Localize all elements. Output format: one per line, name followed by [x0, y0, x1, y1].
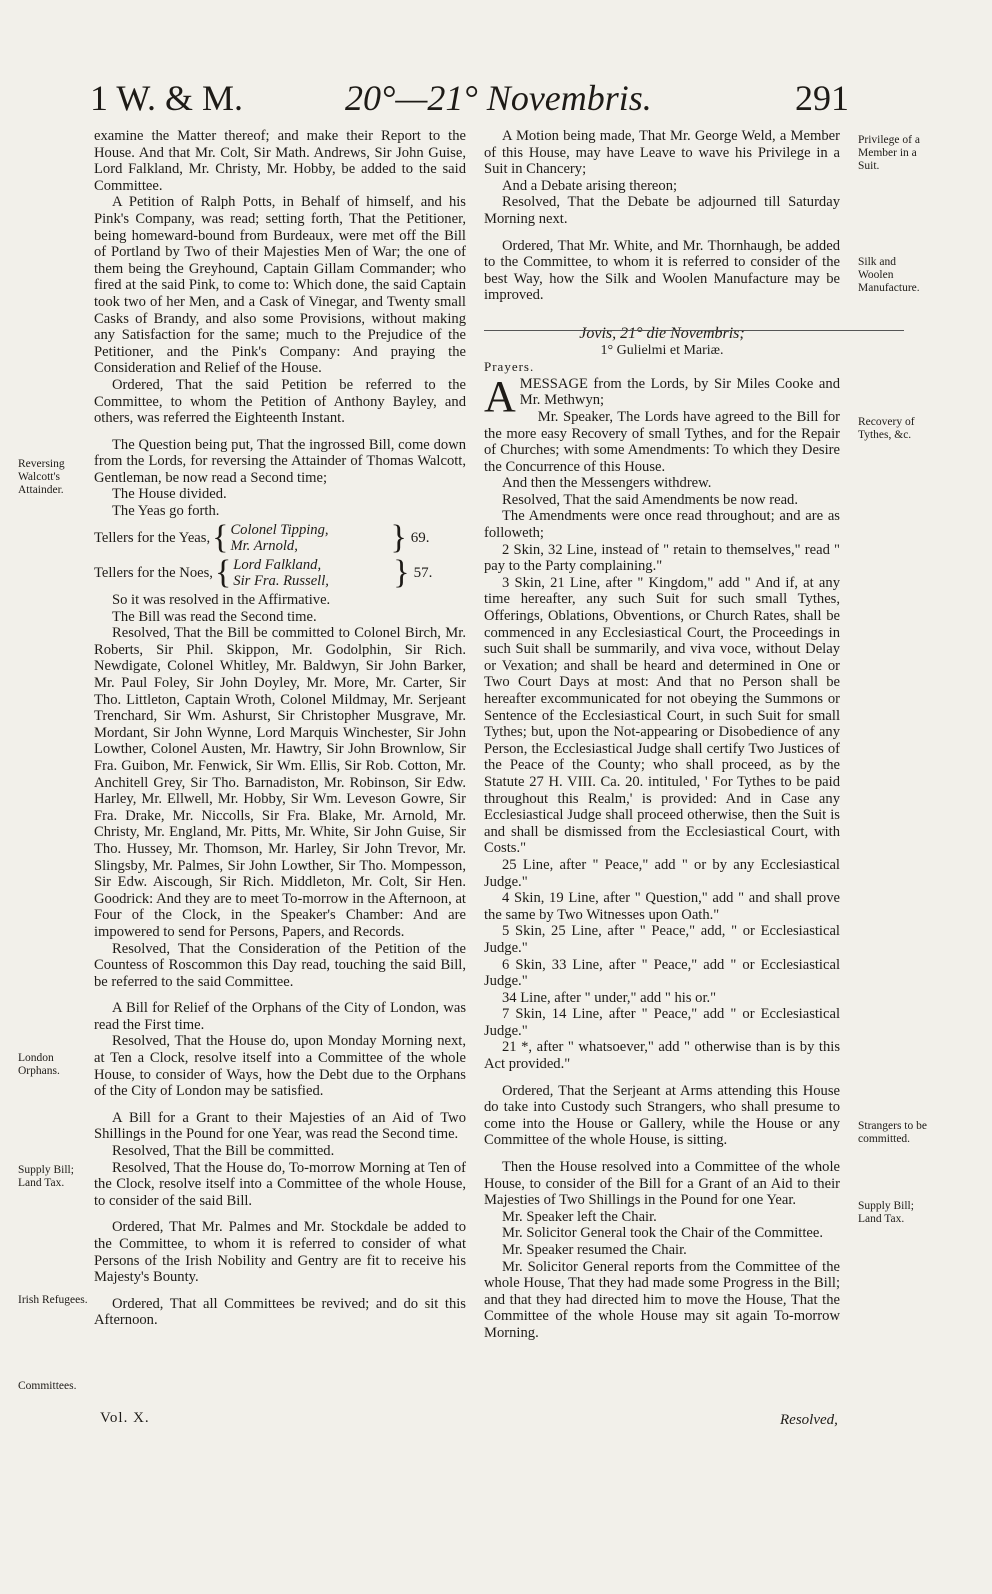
paragraph: Ordered, That Mr. White, and Mr. Thornhaugh, be added to the Committee, to whom it is referred to consider of the best Way, how the Silk and Woolen Manufacture may be improved.: [484, 237, 840, 304]
margin-note: Strangers to be committed.: [858, 1120, 927, 1145]
paragraph: And then the Messengers withdrew.: [502, 475, 712, 492]
paragraph: Ordered, That the Serjeant at Arms attending this House do take into Custody such Strangers, who shall presume to come into the House or Gallery, while the House or any Committee of the whole House, is sitting.: [484, 1082, 840, 1149]
catchword: Resolved,: [780, 1412, 838, 1428]
tellers-row: [94, 519, 466, 557]
paragraph: The Yeas go forth.: [112, 503, 220, 520]
paragraph: Then the House resolved into a Committee of the whole House, to consider of the Bill for a Grant of an Aid to their Majesties of Two Shillings in the Pound for one Year.: [484, 1159, 840, 1209]
teller-names: [233, 557, 363, 590]
paragraph: 7 Skin, 14 Line, after " Peace," add " or Ecclesiastical Judge.": [484, 1006, 840, 1039]
paragraph: Ordered, That the said Petition be referred to the Committee, to whom the Petition of Anthony Bayley, and others, was referred the Eighteenth Instant.: [94, 376, 466, 427]
margin-note: Committees.: [18, 1380, 77, 1392]
running-head-dates: 20°—21° Novembris.: [345, 78, 652, 118]
teller-name: Lord Falkland,: [233, 556, 322, 573]
right-brace: }: [393, 554, 410, 592]
paragraph: Resolved, That the Bill be committed to Colonel Birch, Mr. Roberts, Sir Phil. Skippon, Mr. Godolphin, Sir Rich. Newdigate, Colonel Whitley, Mr. Baldwyn, Sir John Barker, Mr. Paul Foley, Sir John Doyley, Mr. More, Mr. Carter, Sir Tho. Littleton, Captain Wroth, Colonel Mildmay, Mr. Serjeant Trenchard, Sir Wm. Ashurst, Sir Christopher Musgrave, Mr. Mordant, Sir John Wynne, Lord Marquis Winchester, Sir John Lowther, Colonel Austen, Mr. Hawtry, Sir John Brownlow, Sir Fra. Guibon, Mr. Fenwick, Sir Wm. Ellis, Sir Rob. Cotton, Mr. Anchitell Grey, Sir Tho. Barnadiston, Mr. Robinson, Sir Edw. Harley, Mr. Ellwell, Mr. Hobby, Sir Wm. Leveson Gowre, Sir Fra. Drake, Mr. Niccolls, Sir Fra. Blake, Mr. Arnold, Mr. Christy, Mr. England, Mr. Pitts, Mr. White, Sir John Guise, Sir Tho. Hussey, Mr. Thomson, Mr. Harley, Sir John Trevor, Mr. Slingsby, Mr. Palmes, Sir John Lowther, Sir Tho. Mompesson, Sir Edw. Aiscough, Sir Rich. Middleton, Mr. Colt, Sir Hen. Goodrick: And they are to meet To-morrow in the Afternoon, at Four of the Clock, in the Speaker's Chamber: And are impowered to send for Persons, Papers, and Records.: [94, 625, 466, 940]
paragraph: Resolved, That the House do, upon Monday Morning next, at Ten a Clock, resolve itself into a Committee of the whole House, to consider of Ways, how the Debt due to the Orphans of the City of London may be satisfied.: [94, 1033, 466, 1100]
day-date-heading: Jovis, 21° die Novembris;: [579, 324, 745, 342]
running-head-regnal: 1 W. & M.: [90, 78, 244, 118]
section-divider: [484, 330, 904, 331]
paragraph: The House divided.: [112, 486, 227, 503]
margin-note: Supply Bill; Land Tax.: [858, 1200, 914, 1225]
paragraph: And a Debate arising thereon;: [502, 177, 678, 194]
paragraph: Resolved, That the Bill be committed.: [112, 1143, 335, 1160]
paragraph: Mr. Speaker left the Chair.: [502, 1208, 657, 1225]
paragraph: A Bill for a Grant to their Majesties of an Aid of Two Shillings in the Pound for one Year, was read the Second time.: [94, 1109, 466, 1143]
paragraph: 25 Line, after " Peace," add " or by any Ecclesiastical Judge.": [484, 856, 840, 890]
left-brace: {: [214, 554, 232, 592]
right-brace: }: [390, 519, 407, 557]
paragraph: 21 *, after " whatsoever," add " otherwise than is by this Act provided.": [484, 1039, 840, 1073]
tellers-label: Tellers for the Noes,: [94, 565, 213, 582]
paragraph: Resolved, That the Consideration of the Petition of the Countess of Roscommon this Day read, touching the said Bill, be referred to the said Committee.: [94, 940, 466, 990]
paragraph: examine the Matter thereof; and make their Report to the House. And that Mr. Colt, Sir Math. Andrews, Sir John Guise, Lord Falkland, Mr. Christy, Mr. Hobby, be added to the said Committee.: [94, 128, 466, 194]
paragraph: Mr. Speaker resumed the Chair.: [502, 1242, 687, 1258]
paragraph: 5 Skin, 25 Line, after " Peace," add, " or Ecclesiastical Judge.": [484, 923, 840, 956]
paragraph: Resolved, That the House do, To-morrow Morning at Ten of the Clock, resolve itself into a Committee of the whole House, to consider of the said Bill.: [94, 1159, 466, 1209]
margin-note: London Orphans.: [18, 1052, 60, 1077]
paragraph: Mr. Solicitor General took the Chair of the Committee.: [502, 1225, 823, 1242]
margin-note: Reversing Walcott's Attainder.: [18, 458, 65, 496]
teller-name: Sir Fra. Russell,: [233, 573, 329, 590]
right-column: [484, 128, 840, 1342]
left-column: [94, 128, 466, 1329]
margin-note: Privilege of a Member in a Suit.: [858, 134, 920, 172]
tellers-block: [94, 519, 466, 592]
volume-signature: Vol. X.: [100, 1410, 150, 1426]
tellers-label: Tellers for the Yeas,: [94, 529, 211, 546]
margin-note: Silk and Woolen Manufacture.: [858, 256, 920, 294]
prayers-heading: Prayers.: [484, 359, 535, 375]
margin-note: Recovery of Tythes, &c.: [858, 416, 915, 441]
paragraph: So it was resolved in the Affirmative.: [112, 592, 331, 609]
paragraph: The Amendments were once read throughout; and are as followeth;: [484, 508, 840, 542]
teller-name: Mr. Arnold,: [230, 538, 298, 555]
paragraph: Ordered, That all Committees be revived; and do sit this Afternoon.: [94, 1295, 466, 1329]
paragraph: The Question being put, That the ingrossed Bill, come down from the Lords, for reversing the Attainder of Thomas Walcott, Gentleman, be now read a Second time;: [94, 436, 466, 486]
paragraph: Resolved, That the said Amendments be now read.: [502, 491, 799, 508]
page-number: 291: [795, 78, 849, 118]
regnal-year-line: 1° Gulielmi et Mariæ.: [600, 342, 724, 358]
paragraph: A Motion being made, That Mr. George Weld, a Member of this House, may have Leave to wave his Privilege in a Suit in Chancery;: [484, 128, 840, 178]
lords-message: [484, 371, 840, 421]
teller-name: Colonel Tipping,: [230, 521, 329, 538]
lords-message-text: MESSAGE from the Lords, by Sir Miles Cooke and Mr. Methwyn;: [519, 375, 840, 409]
paragraph: Mr. Solicitor General reports from the Committee of the whole House, That they had made some Progress in the Bill; and that they had directed him to move the House, That the Committee of the whole House may sit again To-morrow Morning.: [484, 1258, 840, 1341]
paragraph: A Bill for Relief of the Orphans of the City of London, was read the First time.: [94, 1000, 466, 1033]
paragraph: Mr. Speaker, The Lords have agreed to the Bill for the more easy Recovery of small Tythes, and for the Repair of Churches; with some Amendments: To which they Desire the Concurrence of this House.: [484, 408, 840, 475]
paragraph: A Petition of Ralph Potts, in Behalf of himself, and his Pink's Company, was read; setting forth, That the Petitioner, being homeward-bound from Burdeaux, were met off the Bill of Portland by Two of their Majesties Men of War; the one of them being the Greyhound, Captain Gillam Commander; who fired at the said Pink, to come to: Which done, the said Captain took two of her Men, and a Cask of Vinegar, and Twenty small Casks of Brandy, and also some Provisions, without making any Satisfaction for the same; much to the Prejudice of the Petitioner, and the Pink's Company: And praying the Consideration and Relief of the House.: [94, 194, 466, 377]
margin-note: Irish Refugees.: [18, 1294, 88, 1306]
paragraph: The Bill was read the Second time.: [112, 608, 317, 625]
paragraph: Resolved, That the Debate be adjourned till Saturday Morning next.: [484, 194, 840, 227]
margin-note: Supply Bill; Land Tax.: [18, 1164, 74, 1189]
paragraph: 3 Skin, 21 Line, after " Kingdom," add " And if, at any time hereafter, any such Suit for such small Tythes, Offerings, Oblations, Obventions, or Church Rates, shall be commenced in any Ecclesiastical Court, the Proceedings in such Suit shall be summarily, and viva voce, without Delay or Vexation; and shall be heard and determined in One or Two Court Days at most: And that no Person shall be hereafter excommunicated for not obeying the Summons or Sentence of the Ecclesiastical Court, in such Suit for small Tythes; but, upon the Not-appearing or Disobedience of any Person, the Ecclesiastical Judge shall certify Two Justices of the Peace of the County; who shall proceed, as by the Statute 27 H. VIII. Ca. 20. intituled, ' For Tythes to be paid throughout this Realm,' is provided: And in Case any Ecclesiastical Judge shall proceed otherwise, then the Suit is and shall be dismissed from the Ecclesiastical Court, with Costs.": [484, 574, 840, 857]
drop-cap: A: [484, 371, 516, 421]
paragraph: 4 Skin, 19 Line, after " Question," add " and shall prove the same by Two Witnesses upon Oath.": [484, 890, 840, 923]
vote-count: 69.: [410, 529, 430, 546]
teller-names: [230, 522, 360, 555]
vote-count: 57.: [413, 565, 433, 582]
left-brace: {: [212, 519, 229, 557]
paragraph: 34 Line, after " under," add " his or.": [502, 989, 717, 1006]
paragraph: 2 Skin, 32 Line, instead of " retain to themselves," read " pay to the Party complaining.": [484, 541, 840, 575]
tellers-row: [94, 554, 466, 592]
paragraph: 6 Skin, 33 Line, after " Peace," add " or Ecclesiastical Judge.": [484, 956, 840, 990]
paragraph: Ordered, That Mr. Palmes and Mr. Stockdale be added to the Committee, to whom it is referred to consider of what Persons of the Irish Nobility and Gentry are fit to receive his Majesty's Bounty.: [94, 1219, 466, 1286]
